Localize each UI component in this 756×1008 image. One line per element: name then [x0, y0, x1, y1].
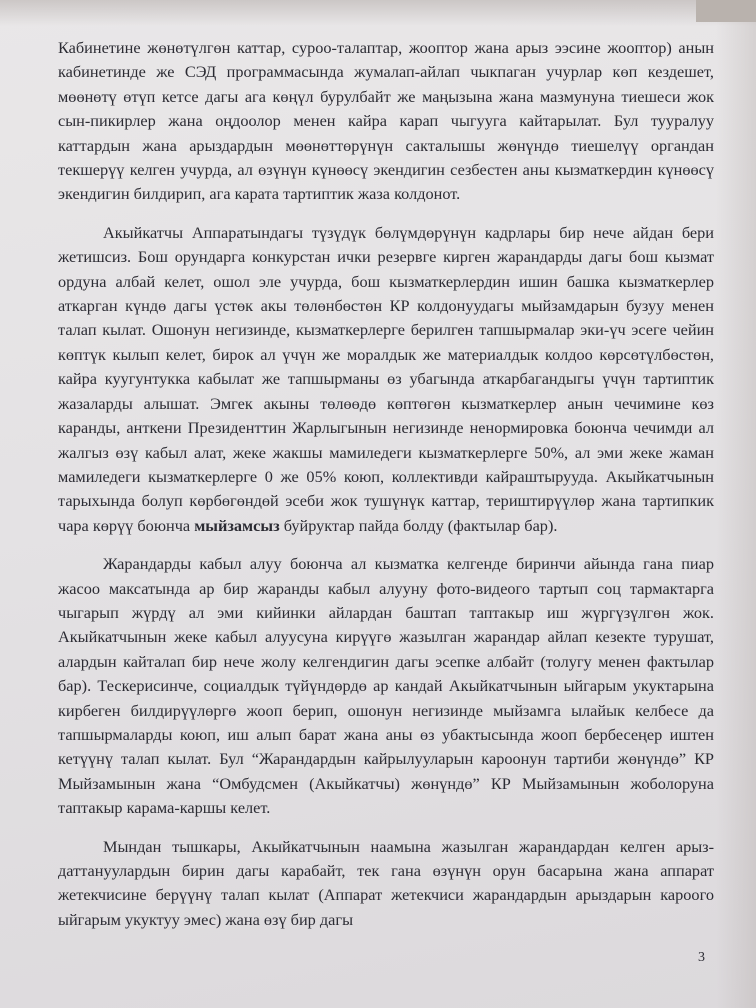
paragraph-2-bold-word: мыйзамсыз	[194, 515, 280, 535]
paragraph-4-text: Мындан тышкары, Акыйкатчынын наамына жазылган жарандардан келген арыз-даттануулардын бирин дагы карабайт, тек гана өзүнүн орун басарына жана аппарат жетекчисине берүүнү талап кылат (Аппарат жетекчиси жарандардын арыздарын кароого ыйгарым укуктуу эмес) жана өзү бир дагы	[58, 836, 714, 929]
paragraph-2-text-after: буйруктар пайда болду (фактылар бар).	[279, 515, 558, 535]
paragraph-1	[58, 36, 714, 207]
page-number: 3	[698, 950, 705, 965]
paragraph-2	[58, 221, 714, 538]
paragraph-3-text: Жарандарды кабыл алуу боюнча ал кызматка келгенде биринчи айында гана пиар жасоо максатында ар бир жаранды кабыл алууну фото-видеого тартып соц тармактарга чыгарып жүрдү ал эми кийинки айлардан баштап таптакыр иш жүргүзүлгөн жок. Акыйкатчынын жеке кабыл алуусуна кирүүгө жазылган жарандар айлап кезекте турушат, алардын кайталап бир нече жолу келгендигин дагы эсепке албайт (толугу менен фактылар бар). Тескерисинче, социалдык түйүндөрдө ар кандай Акыйкатчынын ыйгарым укуктарына кирбеген билдирүүлөргө жооп берип, ошонун негизинде мыйзамга ылайык келбесе да тапшырмаларды коюп, иш алып барат жана аны өз убактысында жооп бербесеңер иштен кетүүнү талап кылат. Бул “Жарандардын кайрылууларын кароонун тартиби жөнүндө” КР Мыйзамынын жана “Омбудсмен (Акыйкатчы) жөнүндө” КР Мыйзамынын жоболоруна таптакыр карама-каршы келет.	[58, 554, 714, 818]
background-corner	[696, 0, 756, 22]
page-top-shadow	[0, 0, 756, 26]
paragraph-4	[58, 835, 714, 933]
paragraph-3	[58, 552, 714, 820]
document-body	[58, 36, 714, 946]
paragraph-1-text: Кабинетине жөнөтүлгөн каттар, суроо-талаптар, жооптор жана арыз ээсине жооптор) анын кабинетинде же СЭД программасында жумалап-айлап чыкпаган учурлар көп кездешет, мөөнөтү өтүп кетсе дагы ага көңүл бурулбайт же маңызына жана мазмунуна тиешеси жок сын-пикирлер жана оңдоолор менен кайра карап чыгууга кайтарылат. Бул тууралуу каттардын жана арыздардын мөөнөттөрүнүн сакталышы жөнүндө тиешелүү органдан текшерүү келген учурда, ал өзүнүн күнөөсү экендигин сезбестен аны кызматкердин күнөөсү экендигин билдирип, ага карата тартиптик жаза колдонот.	[58, 38, 714, 204]
page-right-shadow	[716, 0, 756, 1008]
paragraph-2-text: Акыйкатчы Аппаратындагы түзүдүк бөлүмдөрүнүн кадрлары бир нече айдан бери жетишсиз. Бош орундарга конкурстан ички резервге кирген жарандарды дагы бош кызмат ордуна албай келет, ошол эле учурда, бош кызматкерлердин ишин башка кызматкерлер аткарган күндө дагы үстөк акы төлөнбөстөн КР колдонуудагы мыйзамдарын бузуу менен талап кылат. Ошонун негизинде, кызматкерлерге берилген тапшырмалар эки-үч эсеге чейин көптүк кылып келет, бирок ал үчүн же моралдык же материалдык колдоо көрсөтүлбөстөн, кайра куугунтукка кабылат же тапшырманы өз убагында аткарбагандыгы үчүн тартиптик жазаларды алышат. Эмгек акыны төлөөдө көптөгөн кызматкерлер анын чечимине көз каранды, анткени Президенттин Жарлыгынын негизинде ненормировка боюнча чечимди ал жалгыз өзү кабыл алат, жеке жакшы мамиледеги кызматкерлерге 50%, ал эми жеке жаман мамиледеги кызматкерлерге 0 же 05% коюп, коллективди кайраштырууда. Акыйкатчынын тарыхында болуп көрбөгөндөй эсеби жок тушүнүк каттар, териштирүүлөр жана тартипкик чара көрүү боюнча	[58, 222, 714, 535]
